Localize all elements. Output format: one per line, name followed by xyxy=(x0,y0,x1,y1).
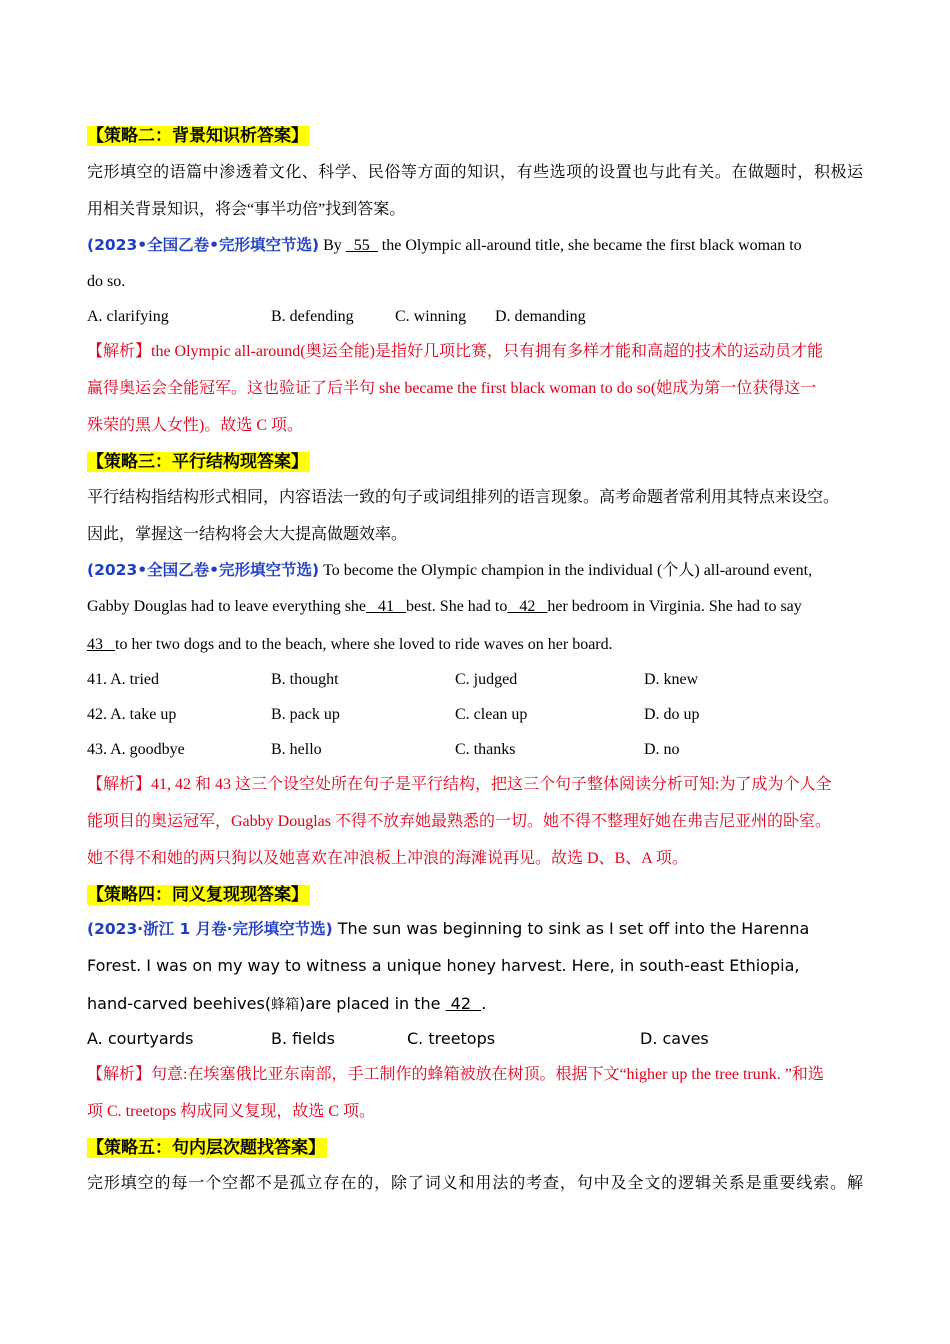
strategy-5-heading: 【策略五：句内层次题找答案】 xyxy=(87,1138,325,1158)
strategy-5-intro-line-1: 完形填空的每一个空都不是孤立存在的，除了词义和用法的考查，句中及全文的逻辑关系是重要线索。解 xyxy=(87,1175,863,1192)
option-b: B. defending xyxy=(271,308,354,325)
strategy-4-question-line-3 xyxy=(87,993,486,1016)
strategy-4-analysis-line-1: 【解析】句意:在埃塞俄比亚东南部，手工制作的蜂箱被放在树顶。根据下文“higher up the tree trunk. ”和选 xyxy=(87,1066,824,1083)
blank-42: 42 xyxy=(445,994,482,1013)
strategy-4-question-line-1 xyxy=(87,918,809,940)
strategy-3-source: (2023•全国乙卷•完形填空节选) xyxy=(87,561,320,579)
strategy-3-analysis-line-2: 能项目的奥运冠军，Gabby Douglas 不得不放弃她最熟悉的一切。她不得不整理好她在弗吉尼亚州的卧室。 xyxy=(87,813,831,830)
strategy-2-source: (2023•全国乙卷•完形填空节选) xyxy=(87,236,320,254)
strategy-3-heading: 【策略三：平行结构现答案】 xyxy=(87,452,308,472)
strategy-3-heading-row xyxy=(87,451,310,474)
q43-option-a: 43. A. goodbye xyxy=(87,741,185,758)
strategy-3-question-line-3 xyxy=(87,634,613,656)
question-text-cn: 蜂箱 xyxy=(271,997,300,1013)
option-c: C. winning xyxy=(395,308,467,325)
strategy-3-question-line-2 xyxy=(87,596,802,618)
strategy-5-heading-row xyxy=(87,1137,327,1160)
strategy-3-analysis-line-1: 【解析】41, 42 和 43 这三个设空处所在句子是平行结构，把这三个句子整体阅读分析可知:为了成为个人全 xyxy=(87,776,832,793)
strategy-2-analysis-line-3: 殊荣的黑人女性)。故选 C 项。 xyxy=(87,417,304,434)
question-text: hand-carved beehives( xyxy=(87,994,272,1013)
question-text: the Olympic all-around title, she became the first black woman to xyxy=(381,237,802,254)
option-c: C. treetops xyxy=(407,1029,496,1048)
strategy-2-question-line-1 xyxy=(87,234,802,257)
blank-55: 55 xyxy=(345,237,378,254)
option-d: D. demanding xyxy=(495,308,586,325)
strategy-3-intro-line-1: 平行结构指结构形式相同，内容语法一致的句子或词组排列的语言现象。高考命题者常利用其特点来设空。 xyxy=(87,489,840,506)
question-text: best. She had to xyxy=(406,598,508,615)
strategy-2-heading: 【策略二：背景知识析答案】 xyxy=(87,126,308,146)
question-text: )are placed in the xyxy=(299,994,441,1013)
question-text: The sun was beginning to sink as I set off into the Harenna xyxy=(337,919,810,938)
strategy-4-heading: 【策略四：同义复现现答案】 xyxy=(87,885,308,905)
strategy-4-source: (2023·浙江 1 月卷·完形填空节选) xyxy=(87,920,333,938)
blank-42: 42 xyxy=(507,598,548,615)
question-text: her bedroom in Virginia. She had to say xyxy=(547,598,802,615)
question-text: Gabby Douglas had to leave everything she xyxy=(87,598,367,615)
strategy-2-intro-line-1: 完形填空的语篇中渗透着文化、科学、民俗等方面的知识，有些选项的设置也与此有关。在做题时，积极运 xyxy=(87,164,863,181)
strategy-2-heading-row xyxy=(87,125,310,148)
q42-option-c: C. clean up xyxy=(455,706,528,723)
q41-option-a: 41. A. tried xyxy=(87,671,159,688)
q41-option-d: D. knew xyxy=(644,671,699,688)
option-b: B. fields xyxy=(271,1029,336,1048)
strategy-4-question-line-2: Forest. I was on my way to witness a unique honey harvest. Here, in south-east Ethiopia, xyxy=(87,956,800,975)
q43-option-c: C. thanks xyxy=(455,741,516,758)
strategy-4-analysis-line-2: 项 C. treetops 构成同义复现，故选 C 项。 xyxy=(87,1103,375,1120)
q42-option-d: D. do up xyxy=(644,706,700,723)
strategy-2-analysis-line-2: 赢得奥运会全能冠军。这也验证了后半句 she became the first black woman to do so(她成为第一位获得这一 xyxy=(87,380,817,397)
question-text: To become the Olympic champion in the individual (个人) all-around event, xyxy=(323,562,813,579)
q41-option-c: C. judged xyxy=(455,671,518,688)
q41-option-b: B. thought xyxy=(271,671,339,688)
question-text: to her two dogs and to the beach, where she loved to ride waves on her board. xyxy=(115,636,613,653)
q43-option-d: D. no xyxy=(644,741,680,758)
question-text: By xyxy=(323,237,342,254)
strategy-3-analysis-line-3: 她不得不和她的两只狗以及她喜欢在冲浪板上冲浪的海滩说再见。故选 D、B、A 项。 xyxy=(87,850,688,867)
strategy-2-intro-line-2: 用相关背景知识，将会“事半功倍”找到答案。 xyxy=(87,201,406,218)
strategy-2-analysis-line-1: 【解析】the Olympic all-around(奥运全能)是指好几项比赛，只有拥有多样才能和高超的技术的运动员才能 xyxy=(87,343,823,360)
blank-41: 41 xyxy=(366,598,407,615)
option-a: A. clarifying xyxy=(87,308,169,325)
q43-option-b: B. hello xyxy=(271,741,322,758)
strategy-2-question-line-2: do so. xyxy=(87,273,126,290)
q42-option-b: B. pack up xyxy=(271,706,340,723)
strategy-4-heading-row xyxy=(87,884,310,907)
blank-43: 43 xyxy=(87,636,115,653)
option-d: D. caves xyxy=(640,1029,709,1048)
option-a: A. courtyards xyxy=(87,1029,194,1048)
strategy-3-intro-line-2: 因此，掌握这一结构将会大大提高做题效率。 xyxy=(87,526,408,543)
strategy-3-question-line-1 xyxy=(87,559,812,582)
q42-option-a: 42. A. take up xyxy=(87,706,177,723)
question-text: . xyxy=(481,994,487,1013)
